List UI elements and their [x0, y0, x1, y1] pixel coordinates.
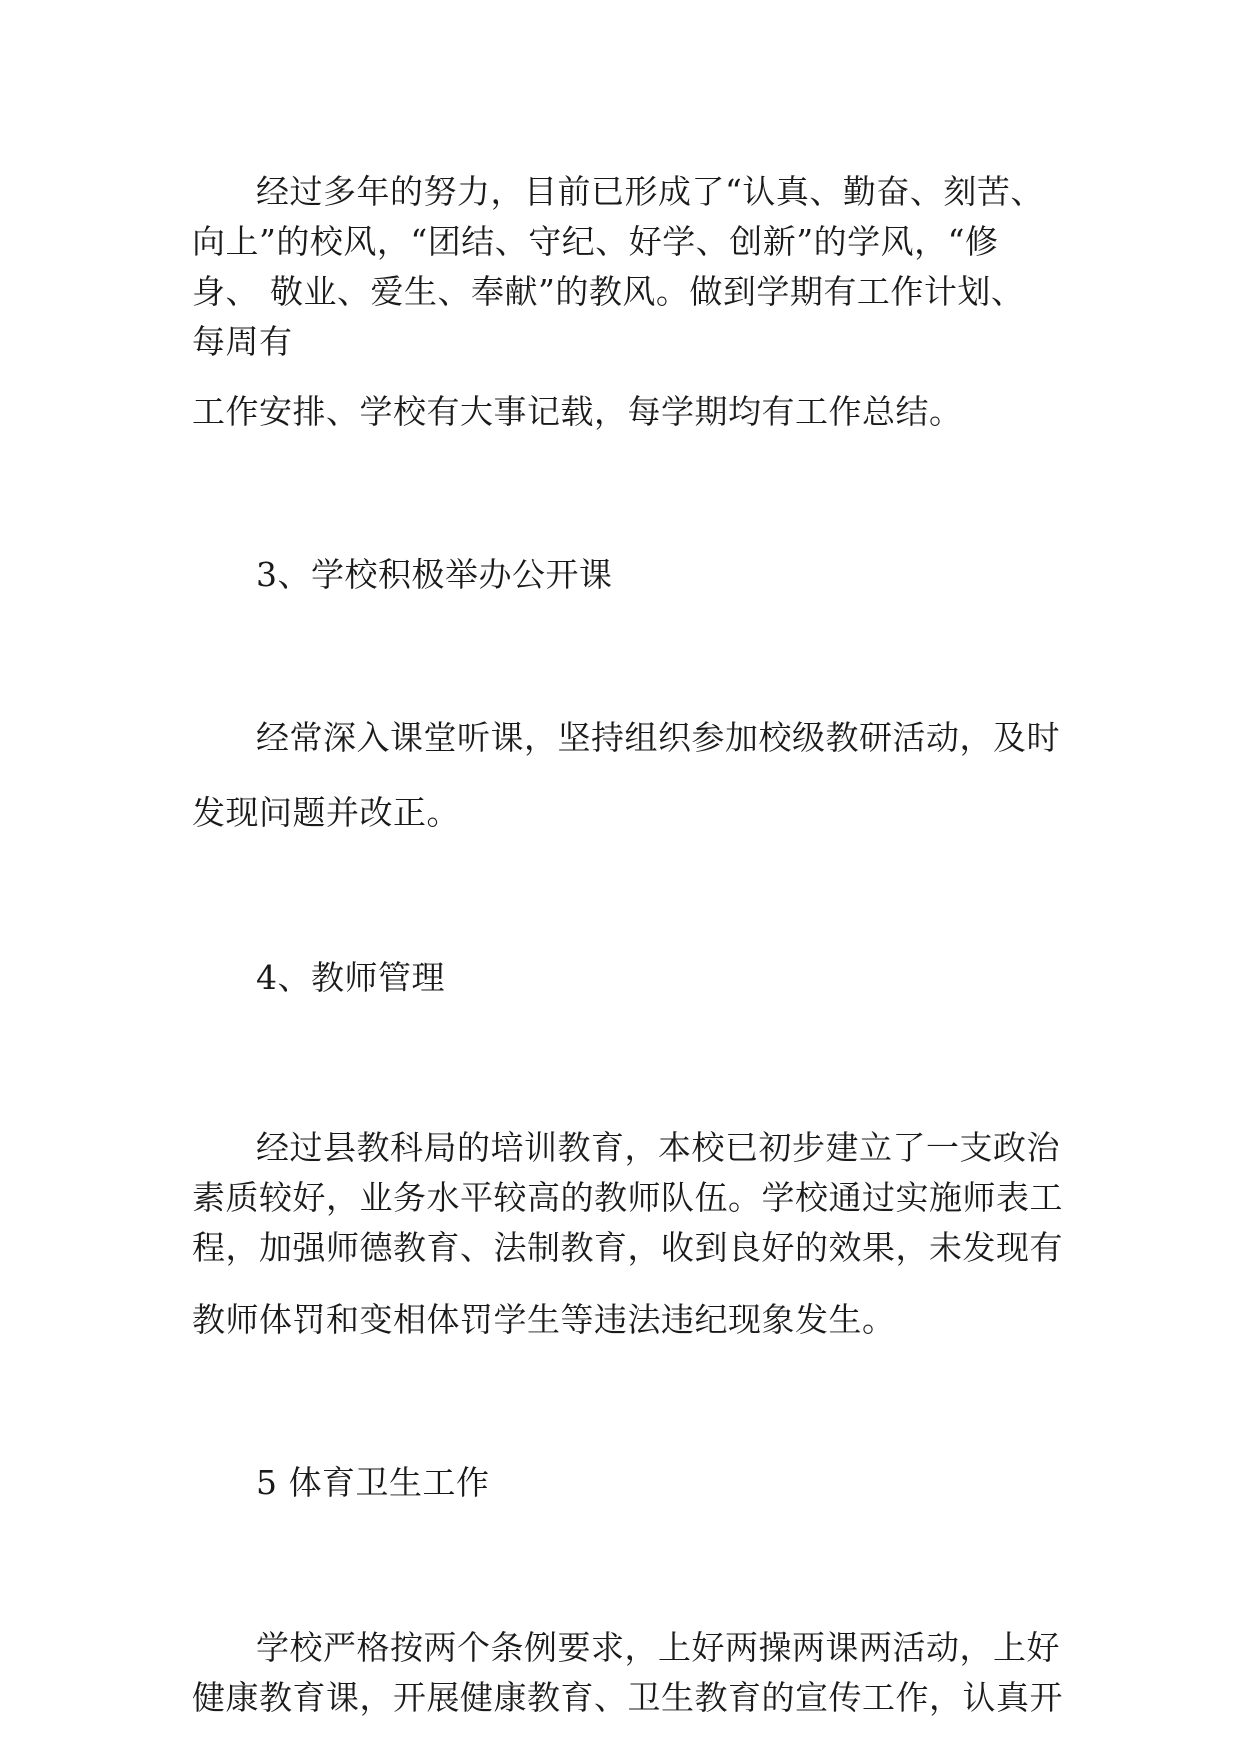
paragraph-line: 教师体罚和变相体罚学生等违法违纪现象发生。: [192, 1300, 896, 1339]
paragraph-line: 工作安排、学校有大事记载，每学期均有工作总结。: [192, 392, 963, 431]
paragraph-line: 健康教育课，开展健康教育、卫生教育的宣传工作，认真开: [192, 1678, 1063, 1717]
paragraph-line: 经常深入课堂听课，坚持组织参加校级教研活动，及时: [256, 718, 1060, 757]
paragraph-line: 向上”的校风，“团结、守纪、好学、创新”的学风，“修: [192, 222, 999, 261]
paragraph-line: 发现问题并改正。: [192, 793, 460, 832]
paragraph-line: 学校严格按两个条例要求，上好两操两课两活动，上好: [256, 1628, 1060, 1667]
section-heading-4: 4、教师管理: [256, 958, 445, 997]
paragraph-line: 素质较好，业务水平较高的教师队伍。学校通过实施师表工: [192, 1178, 1063, 1217]
paragraph-line: 身、 敬业、爱生、奉献”的教风。做到学期有工作计划、: [192, 272, 1025, 311]
paragraph-line: 经过多年的努力，目前已形成了“认真、勤奋、刻苦、: [256, 172, 1044, 211]
paragraph-line: 每周有: [192, 322, 293, 361]
paragraph-line: 经过县教科局的培训教育，本校已初步建立了一支政治: [256, 1128, 1060, 1167]
section-heading-5: 5 体育卫生工作: [256, 1463, 490, 1502]
section-heading-3: 3、学校积极举办公开课: [256, 555, 613, 594]
paragraph-line: 程，加强师德教育、法制教育，收到良好的效果，未发现有: [192, 1228, 1063, 1267]
